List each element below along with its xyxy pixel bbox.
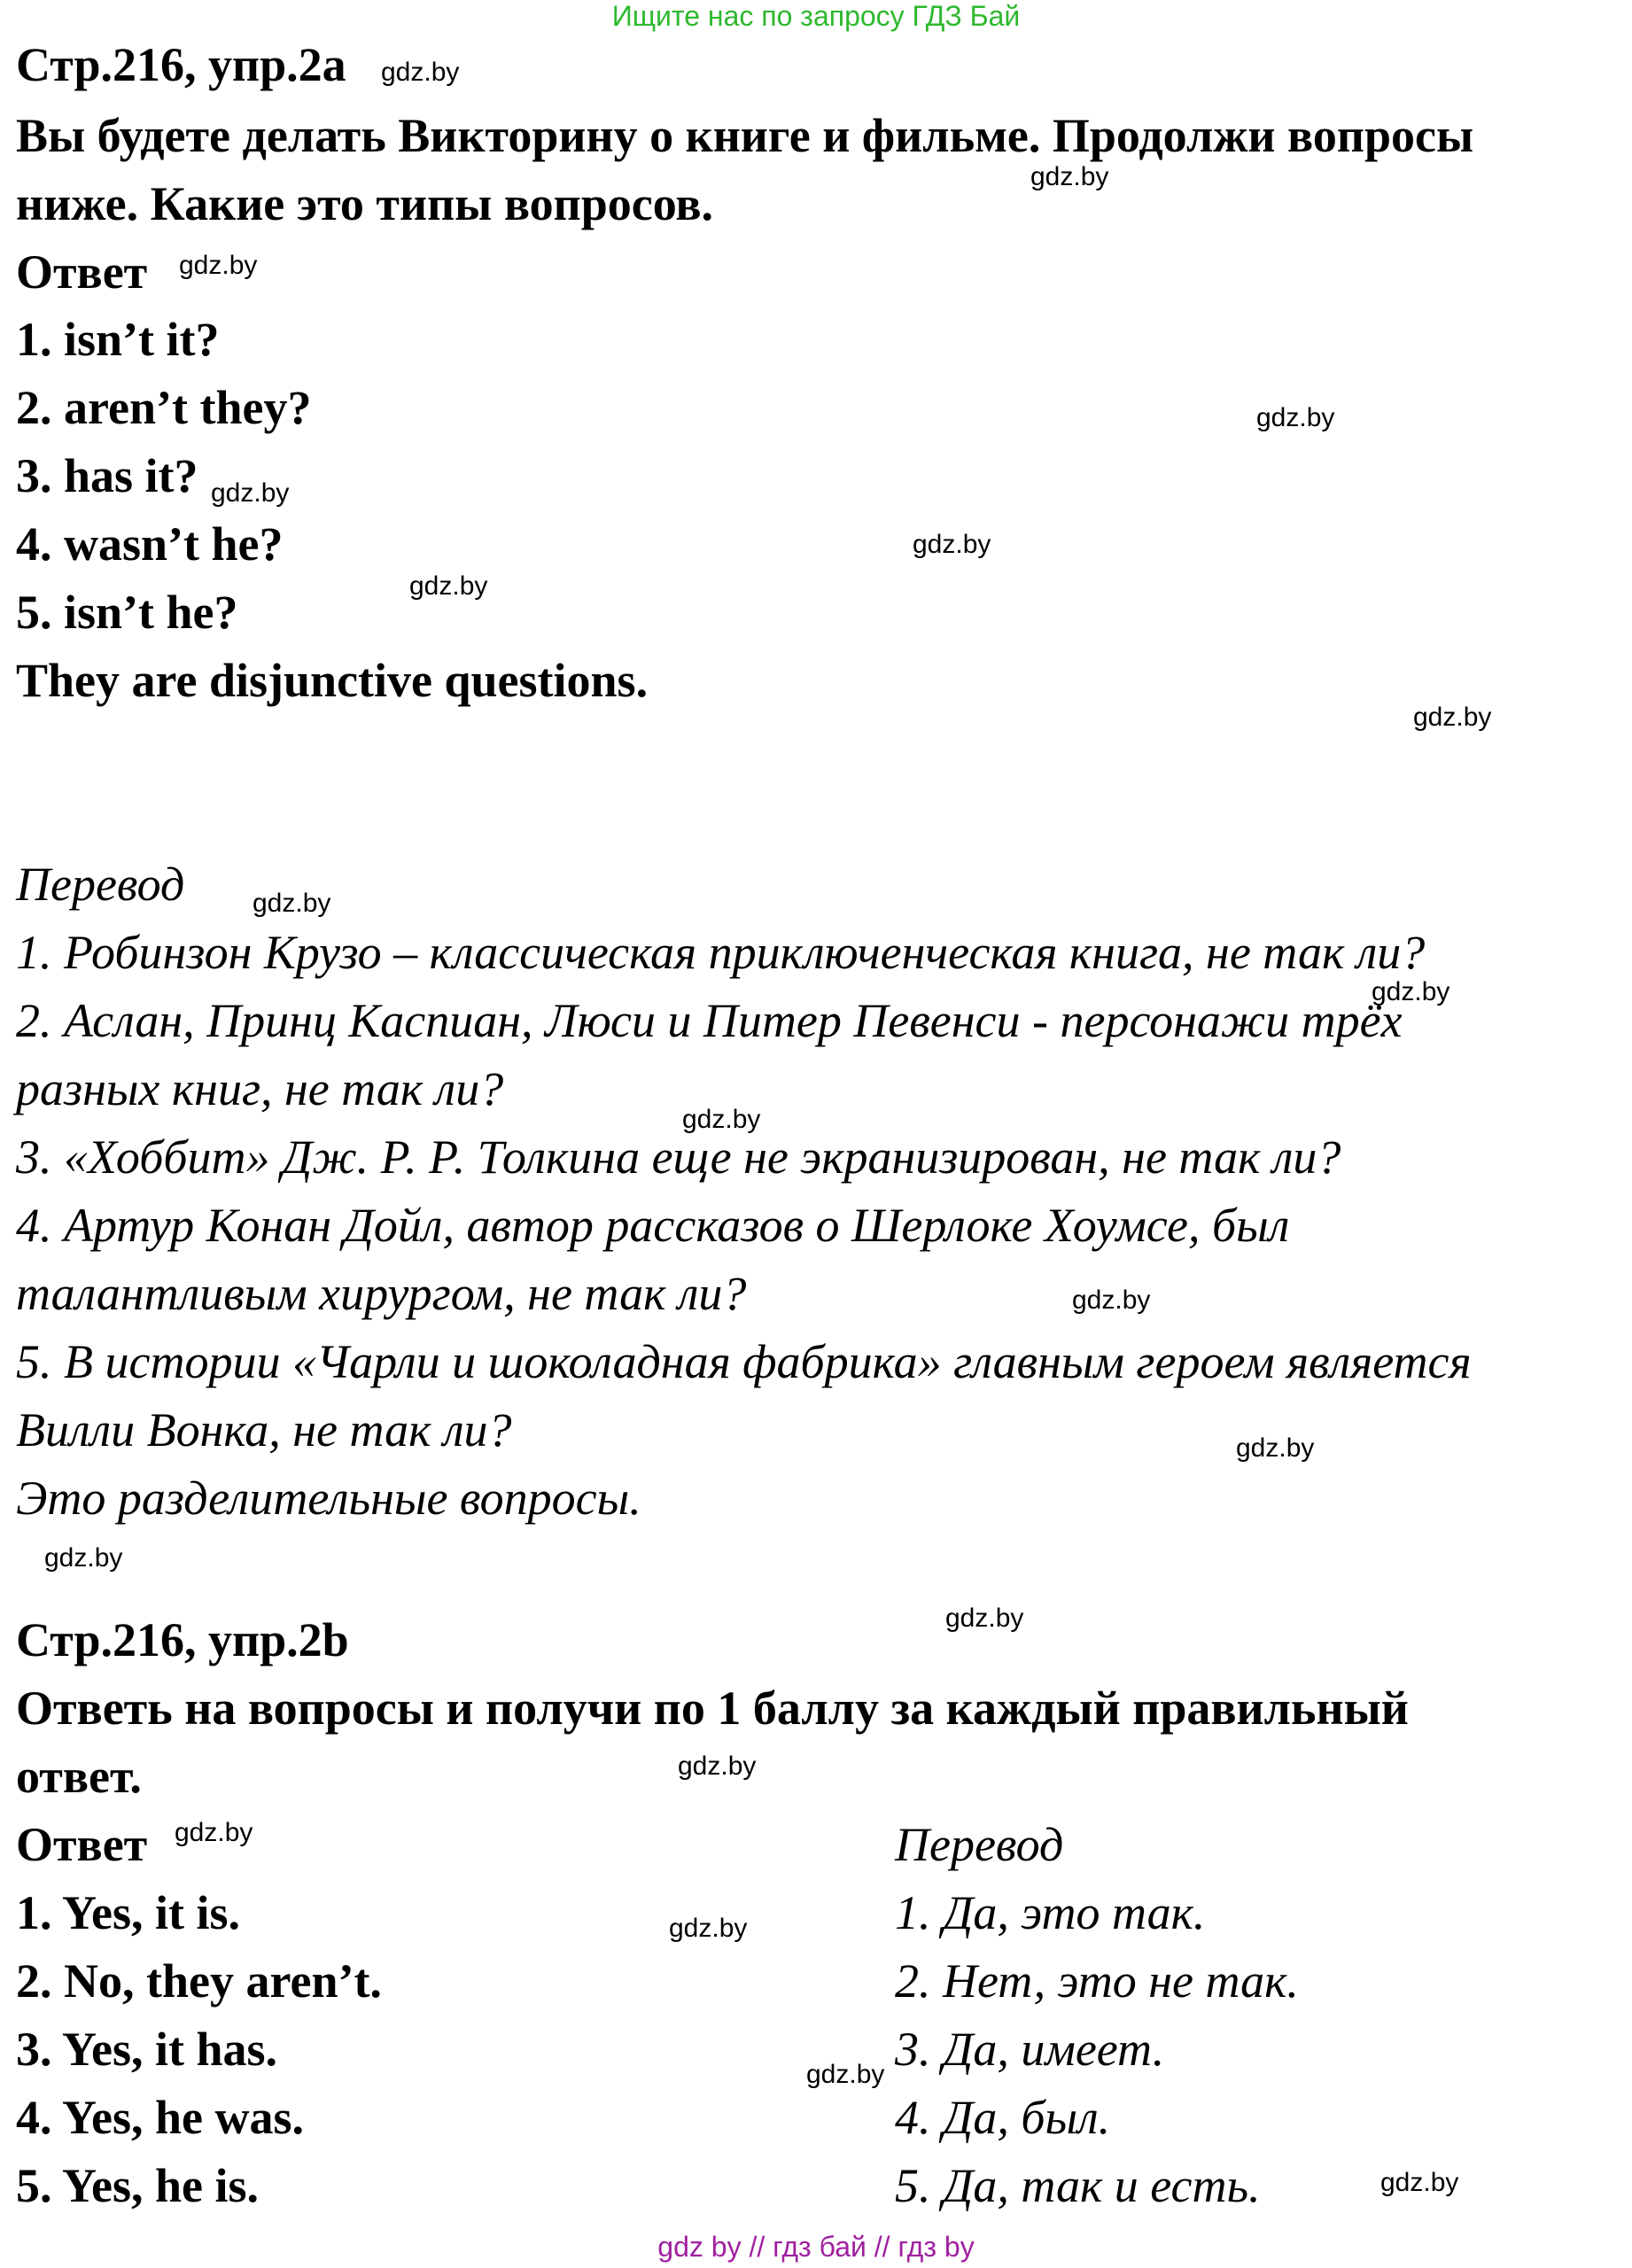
section2-answer-label: Ответ (16, 1818, 148, 1871)
section2-task-line2: ответ. (16, 1750, 142, 1803)
watermark: gdz.by (1236, 1433, 1315, 1463)
section2-translation-2: 2. Нет, это не так. (895, 1954, 1299, 2008)
watermark: gdz.by (381, 58, 460, 87)
section2-translation-label: Перевод (895, 1818, 1064, 1871)
watermark: gdz.by (1256, 403, 1335, 432)
watermark: gdz.by (806, 2060, 885, 2089)
section2-translation-3: 3. Да, имеет. (895, 2023, 1165, 2076)
watermark: gdz.by (179, 251, 258, 280)
watermark: gdz.by (913, 530, 991, 559)
watermark: gdz.by (175, 1818, 253, 1847)
section2-translation-1: 1. Да, это так. (895, 1886, 1206, 1939)
section1-translation-line-1: 1. Робинзон Крузо – классическая приключенческая книга, не так ли? (16, 926, 1426, 979)
section1-translation-line-6: талантливым хирургом, не так ли? (16, 1267, 747, 1320)
section1-task-line1: Вы будете делать Викторину о книге и фильме. Продолжи вопросы (16, 109, 1474, 162)
watermark: gdz.by (1072, 1285, 1151, 1315)
watermark: gdz.by (669, 1914, 748, 1943)
section2-task-line1: Ответь на вопросы и получи по 1 баллу за каждый правильный (16, 1682, 1409, 1735)
watermark: gdz.by (682, 1105, 761, 1134)
section1-translation-line-7: 5. В истории «Чарли и шоколадная фабрика» главным героем является (16, 1335, 1472, 1388)
section2-answer-3: 3. Yes, it has. (16, 2023, 278, 2076)
section1-answer-5: 5. isn’t he? (16, 586, 238, 639)
watermark: gdz.by (1372, 977, 1450, 1006)
section2-translation-4: 4. Да, был. (895, 2091, 1111, 2144)
section1-translation-line-9: Это разделительные вопросы. (16, 1472, 641, 1525)
watermark: gdz.by (945, 1604, 1024, 1633)
section1-answer-3: 3. has it? (16, 449, 198, 502)
section2-answer-4: 4. Yes, he was. (16, 2091, 305, 2144)
section1-task-line2: ниже. Какие это типы вопросов. (16, 177, 714, 230)
section2-answer-1: 1. Yes, it is. (16, 1886, 240, 1939)
section1-heading: Стр.216, упр.2a (16, 38, 346, 91)
section1-conclusion: They are disjunctive questions. (16, 654, 649, 707)
section2-answer-2: 2. No, they aren’t. (16, 1954, 382, 2008)
watermark: gdz.by (1030, 162, 1109, 191)
watermark: gdz.by (1413, 703, 1492, 732)
section1-translation-line-3: разных книг, не так ли? (16, 1062, 504, 1115)
watermark: gdz.by (253, 889, 331, 918)
section1-translation-line-5: 4. Артур Конан Дойл, автор рассказов о Шерлоке Хоумсе, был (16, 1199, 1290, 1252)
bottom-banner[interactable]: gdz by // гдз бай // гдз by (657, 2231, 975, 2263)
top-banner[interactable]: Ищите нас по запросу ГДЗ Бай (611, 0, 1021, 32)
section1-answer-4: 4. wasn’t he? (16, 517, 284, 571)
section1-translation-line-4: 3. «Хоббит» Дж. Р. Р. Толкина еще не экранизирован, не так ли? (16, 1130, 1341, 1184)
section1-answer-1: 1. isn’t it? (16, 313, 220, 366)
watermark: gdz.by (409, 571, 488, 601)
section1-answer-label: Ответ (16, 245, 148, 299)
section2-answer-5: 5. Yes, he is. (16, 2159, 260, 2212)
watermark: gdz.by (1380, 2168, 1459, 2197)
watermark: gdz.by (44, 1543, 123, 1573)
section2-heading: Стр.216, упр.2b (16, 1613, 349, 1666)
section1-translation-line-2: 2. Аслан, Принц Каспиан, Люси и Питер Певенси - персонажи трёх (16, 994, 1403, 1047)
section1-answer-2: 2. aren’t they? (16, 381, 312, 434)
watermark: gdz.by (211, 478, 290, 508)
watermark: gdz.by (678, 1751, 757, 1781)
section1-translation-label: Перевод (16, 858, 185, 911)
section1-translation-line-8: Вилли Вонка, не так ли? (16, 1403, 512, 1456)
section2-translation-5: 5. Да, так и есть. (895, 2159, 1261, 2212)
